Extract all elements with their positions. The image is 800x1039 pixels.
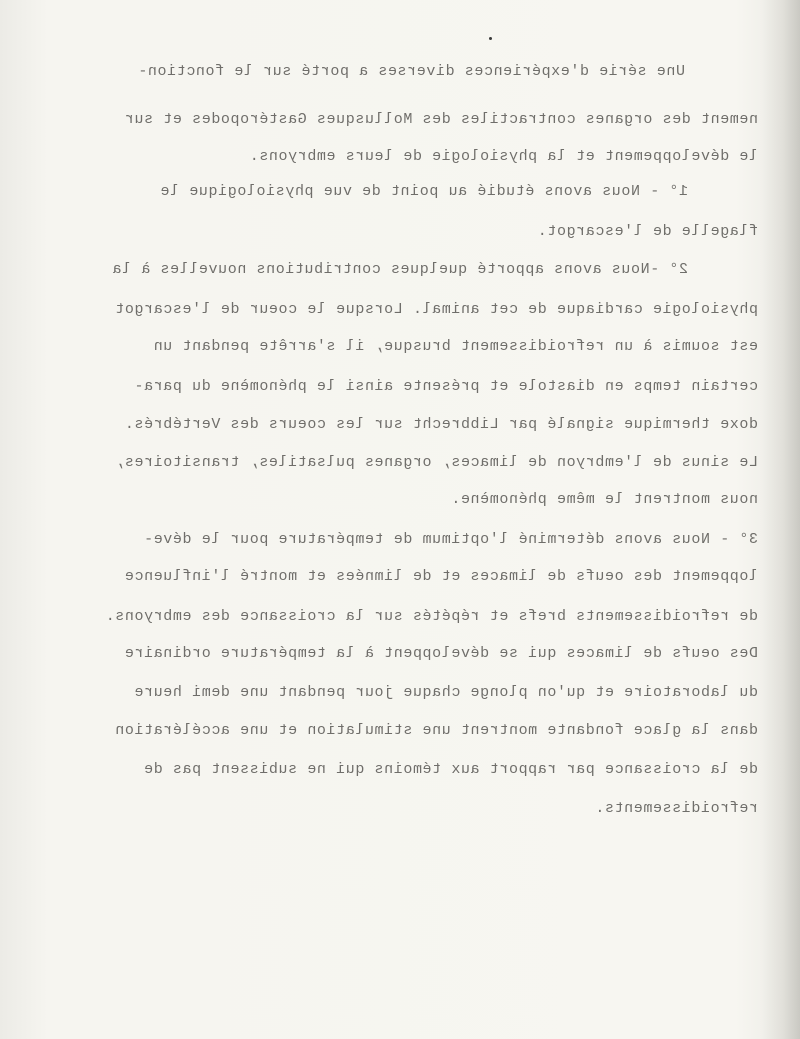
text-line: refroidissements. bbox=[594, 800, 758, 817]
text-line: dans la glace fondante montrent une stimulation et une accélération bbox=[114, 722, 758, 739]
text-line: 2° -Nous avons apporté quelques contributions nouvelles à la bbox=[111, 261, 688, 278]
text-line: doxe thermique signalé par Libbrecht sur les coeurs des Vertébrés. bbox=[124, 416, 758, 433]
text-line: 3° - Nous avons déterminé l'optimum de température pour le déve- bbox=[143, 531, 758, 548]
text-line: de la croissance par rapport aux témoins qui ne subissent pas de bbox=[143, 761, 758, 778]
text-line: nement des organes contractiles des Mollusques Gastéropodes et sur bbox=[124, 111, 758, 128]
text-line: Une série d'expériences diverses a porté sur le fonction- bbox=[137, 63, 685, 80]
text-line: 1° - Nous avons étudié au point de vue physiologique le bbox=[159, 183, 688, 200]
text-line: du laboratoire et qu'on plonge chaque jour pendant une demi heure bbox=[133, 684, 758, 701]
text-line: Des oeufs de limaces qui se développent à la température ordinaire bbox=[124, 645, 758, 662]
text-line: physiologie cardiaque de cet animal. Lorsque le coeur de l'escargot bbox=[114, 301, 758, 318]
text-line: le développement et la physiologie de leurs embryons. bbox=[249, 148, 758, 165]
text-line: flagelle de l'escargot. bbox=[537, 223, 758, 240]
text-line: certain temps en diastole et présente ainsi le phénomène du para- bbox=[133, 378, 758, 395]
text-line: nous montrent le même phénomène. bbox=[450, 491, 758, 508]
text-line: est soumis à un refroidissement brusque, il s'arrête pendant un bbox=[153, 338, 758, 355]
text-line: loppement des oeufs de limaces et de limnées et montré l'influence bbox=[124, 568, 758, 585]
text-line: Le sinus de l'embryon de limaces, organes pulsatiles, transitoires, bbox=[114, 454, 758, 471]
text-line: de refroidissements brefs et répétés sur la croissance des embryons. bbox=[105, 608, 758, 625]
